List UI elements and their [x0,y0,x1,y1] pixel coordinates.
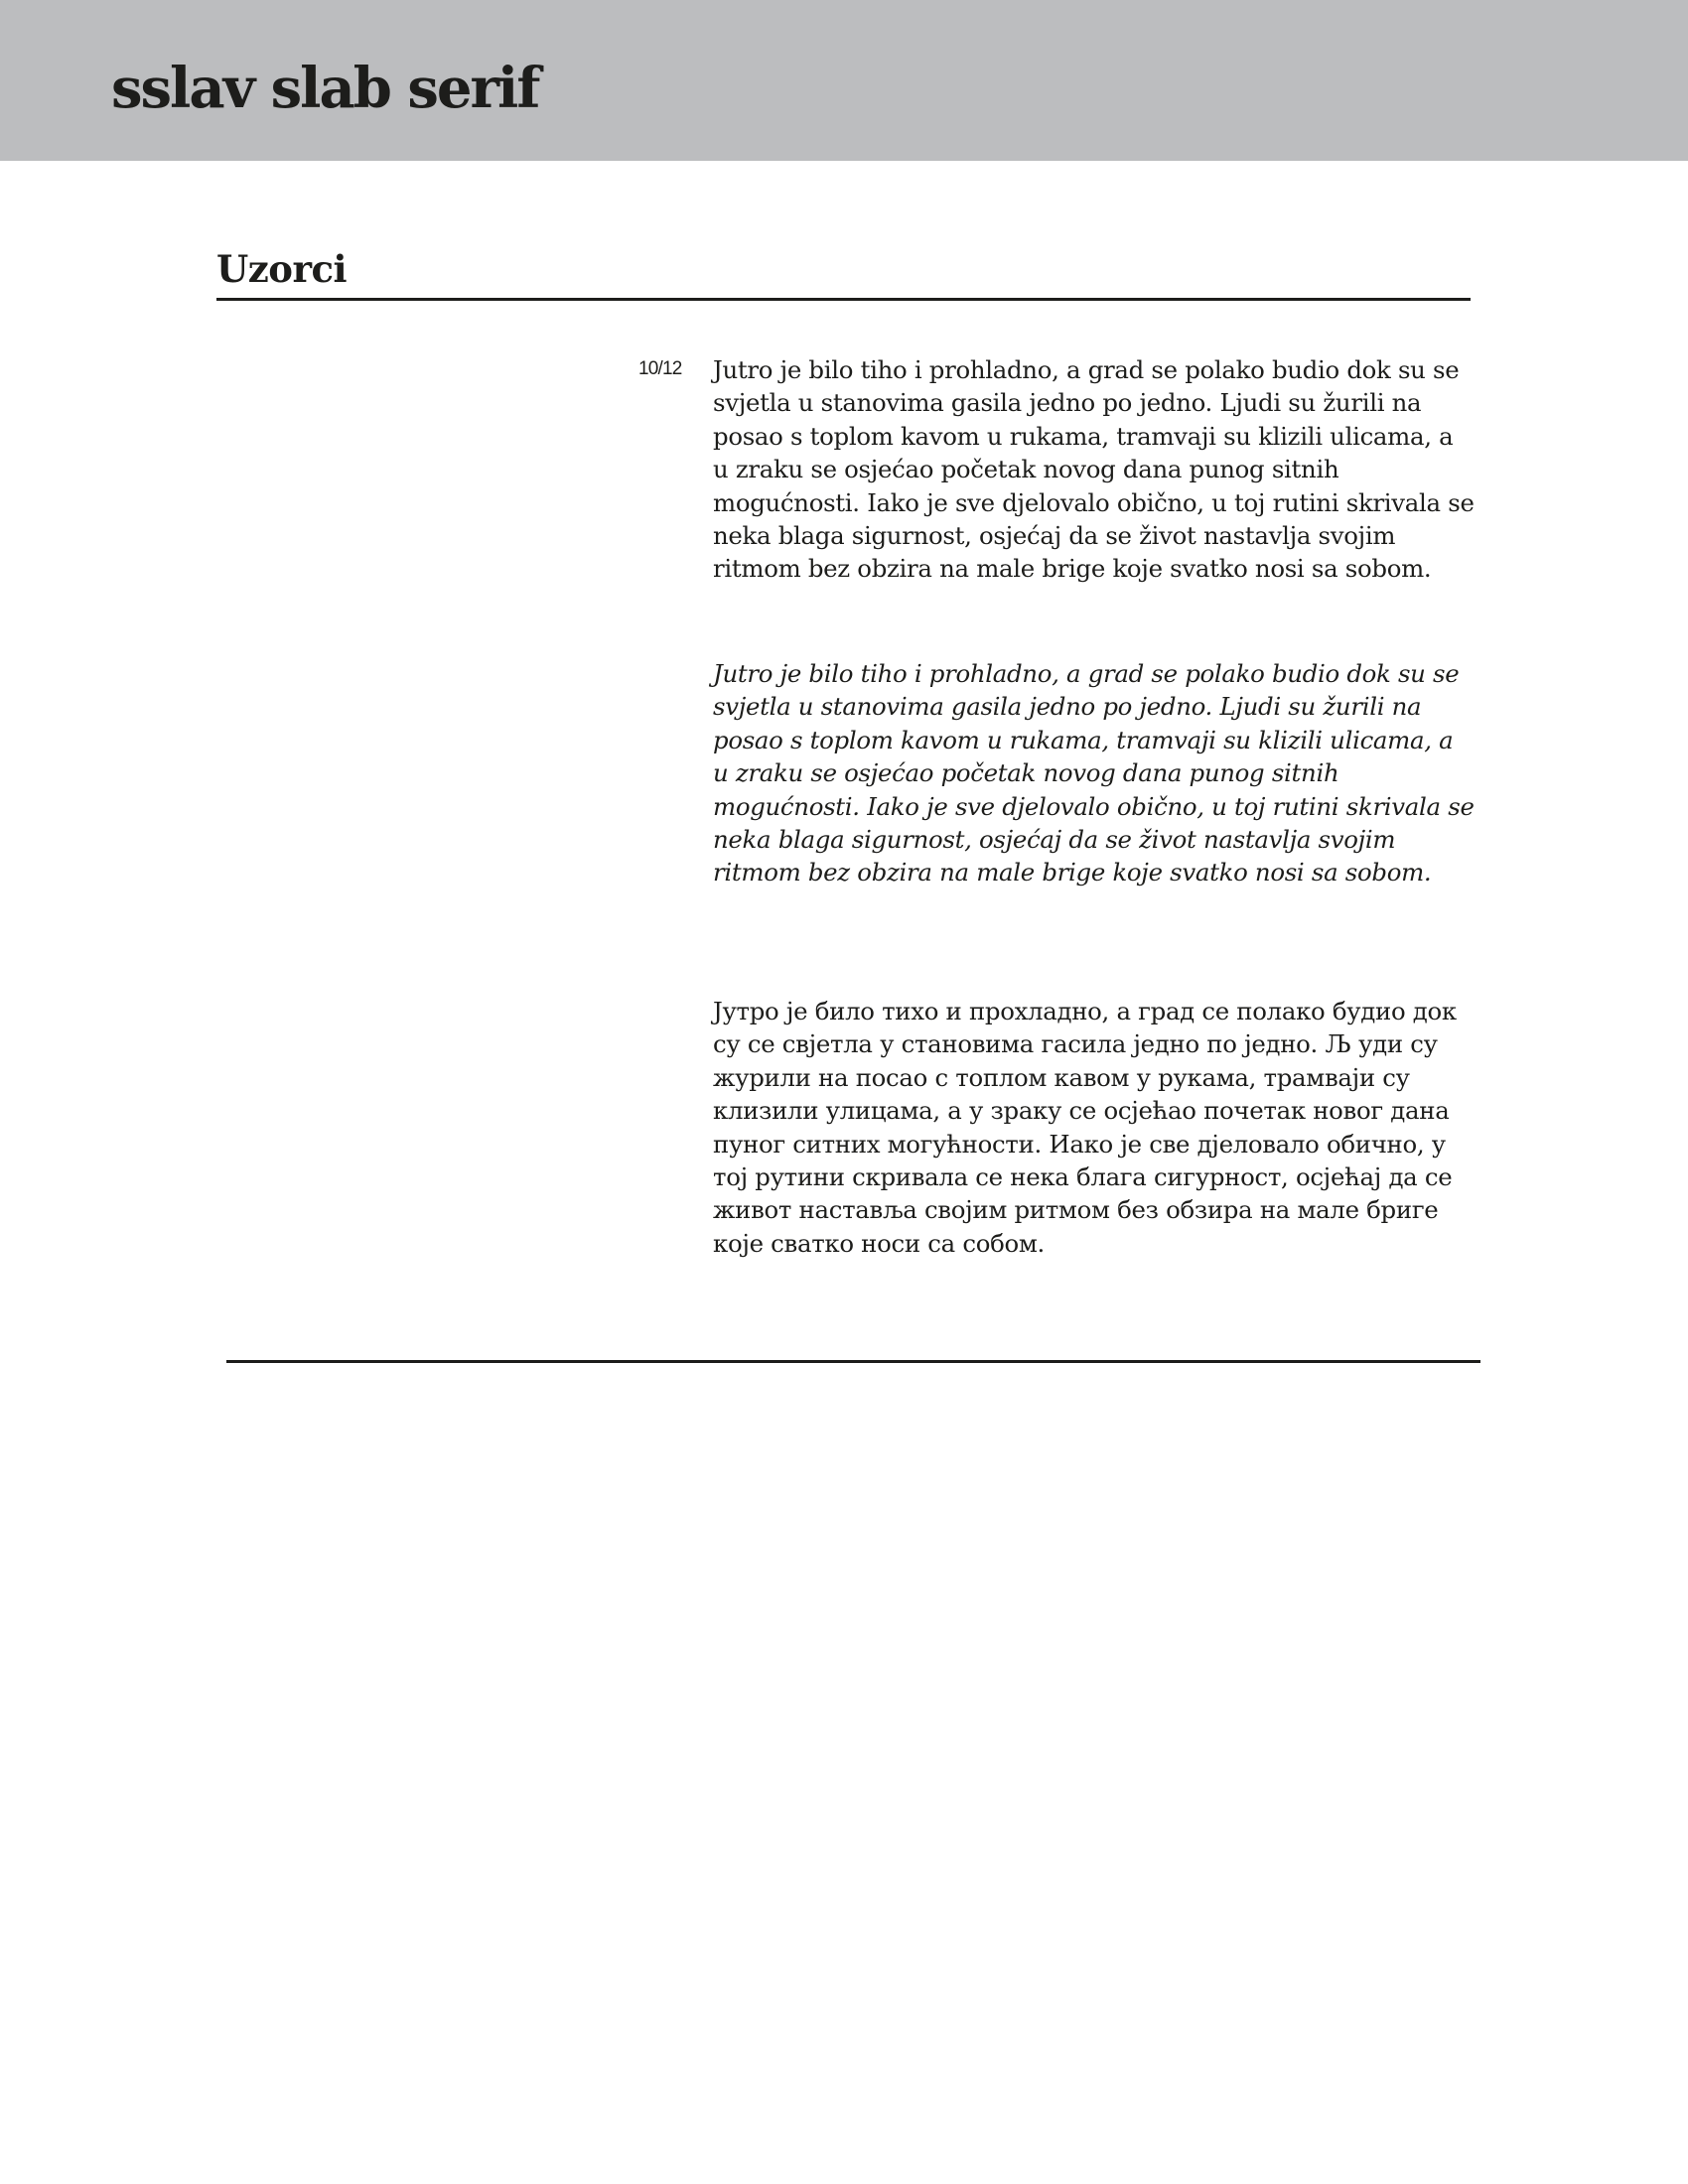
font-name-title: sslav slab serif [111,56,539,121]
header-band [0,0,1688,161]
section-title: Uzorci [216,247,348,291]
latin-sample-paragraph: Jutro je bilo tiho i prohladno, a grad se polako budio dok su se svjetla u stanovima gasila jedno po jedno. Ljudi su žurili na posao s toplom kavom u rukama, tramvaji su klizili ulicama, a u zraku se osjećao početak novog dana punog sitnih mogućnosti. Iako je sve djelovalo obično, u toj rutini skrivala se neka blaga sigurnost, osjećaj da se život nastavlja svojim ritmom bez obzira na male brige koje svatko nosi sa sobom. [713,355,1475,584]
section-top-divider [216,298,1471,301]
cyrillic-sample-paragraph: Јутро је било тихо и прохладно, а град се полако будио док су се свјетла у становима гасила једно по једно. Љ уди су журили на посао с топлом кавом у рукама, трамваји су клизили улицама, а у зраку се осјећао почетак новог дана пуног ситних могућности. Иако је све дјеловало обично, у тој рутини скривала се нека блага сигурност, осјећај да се живот наставља својим ритмом без обзира на мале бриге које сватко носи са собом. [713,997,1457,1258]
point-size-label: 10/12 [638,358,682,379]
section-bottom-divider [226,1360,1480,1363]
alternate-glyph-sample-paragraph: Jutro je bilo tiho i prohladno, a grad se polako budio dok su se svjetla u stanovima gasila jedno po jedno. Ljudi su žurili na posao s toplom kavom u rukama, tramvaji su klizili ulicama, a u zraku se osjećao početak novog dana punog sitnih mogućnosti. Iako je sve djelovalo obično, u toj rutini skrivala se neka blaga sigurnost, osjećaj da se život nastavlja svojim ritmom bez obzira na male brige koje svatko nosi sa sobom. [713,659,1475,887]
